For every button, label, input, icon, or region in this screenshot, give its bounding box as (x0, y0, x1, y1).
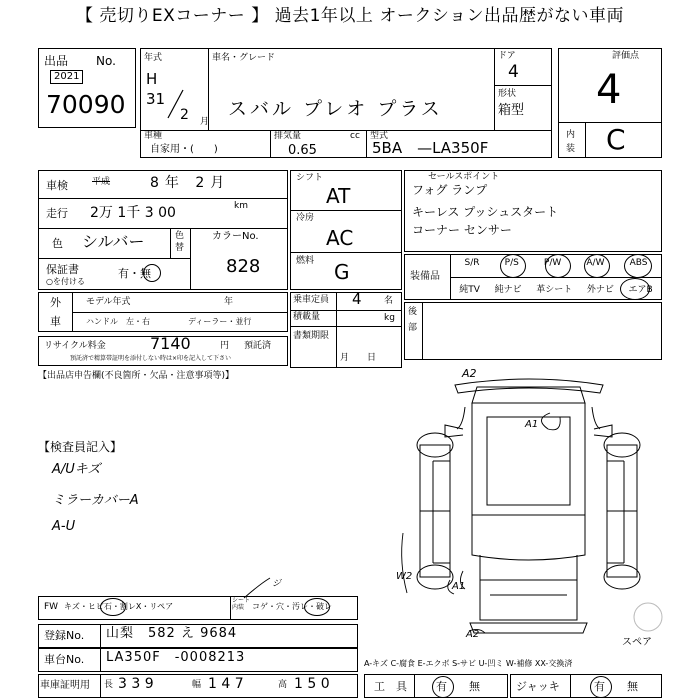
model-year-value: 31 (146, 90, 166, 108)
score-label: 評価点 (612, 51, 640, 61)
lot-no-label: No. (96, 54, 116, 68)
equipment-item: 外ナビ (586, 285, 614, 295)
score-value: 4 (596, 67, 622, 113)
recycle-label: リサイクル料金 (44, 341, 106, 351)
mark-a2-top: A2 (462, 367, 477, 380)
mark-a2-bottom: A2 (466, 629, 480, 640)
tools-circle (432, 676, 454, 698)
doors-label: ドア (498, 51, 516, 61)
shift-value: AT (326, 184, 351, 208)
chassis-value: LA350F -0008213 (106, 650, 246, 665)
chassis-label: 車台No. (44, 653, 85, 666)
displacement-label: 排気量 (274, 131, 302, 141)
mark-w2: W2 (396, 571, 413, 582)
car-diagram (395, 365, 690, 655)
fw-seat-text: コゲ・穴・汚レ・破レ (252, 602, 332, 611)
cert-len-label: 長 (104, 680, 114, 690)
displacement-unit: cc (350, 131, 360, 141)
model-year-label: 年式 (144, 53, 163, 63)
tools-label: 工 具 (374, 680, 407, 693)
equipment-item: A/W (586, 258, 605, 268)
header-title: 【 売切りEXコーナー 】 過去1年以上 オークション出品歴がない車両 (76, 6, 624, 26)
load-label: 積載量 (293, 312, 321, 322)
body-type-value: 箱型 (498, 103, 525, 118)
equipment-item: エアB (628, 285, 653, 295)
equipment-item: 純TV (459, 285, 480, 295)
cert-width-label: 幅 (192, 680, 202, 690)
inspector-line-3: A-U (52, 519, 76, 534)
equip-circle-aw (500, 254, 526, 278)
recycle-note-2: 預託済 (244, 341, 272, 351)
inspection-prefix: 平成 (92, 177, 111, 187)
remarks-label: 後 (408, 307, 418, 317)
inspection-value: 8年 2月 (150, 175, 231, 191)
cert-label: 車庫証明用 (40, 680, 90, 691)
import-dealer: ディーラー・並行 (188, 317, 252, 326)
color-no-label: カラーNo. (212, 231, 259, 242)
equip-circle-pw (584, 254, 610, 278)
declaration-title: 【出品店申告欄(不良箇所・欠品・注意事項等)】 (38, 371, 235, 381)
capacity-unit: 名 (384, 296, 394, 306)
recycle-note: 預託済で精算帯証明を添付しない時は×印を記入して下さい (70, 355, 232, 362)
doc-deadline-label: 書類期限 (293, 331, 330, 341)
sales-point-line-3: コーナー センサー (412, 223, 512, 237)
cert-height: 1 5 0 (294, 676, 330, 692)
color-sub2: 替 (175, 243, 185, 253)
recycle-unit: 円 (220, 341, 230, 351)
cert-height-label: 高 (278, 680, 288, 690)
import-year-unit: 年 (224, 297, 234, 307)
mark-a1-side: A1 (452, 581, 466, 592)
inspector-line-2: ミラーカバーA (52, 493, 139, 508)
usage-value: 自家用・( ) (150, 144, 218, 155)
load-unit: kg (384, 313, 395, 323)
shift-label: シフト (296, 173, 324, 183)
doc-deadline-unit: 月 日 (340, 353, 377, 363)
jack-label: ジャッキ (516, 680, 560, 693)
color-label: 色 (52, 237, 63, 250)
registration-label: 登録No. (44, 629, 85, 642)
ac-label: 冷房 (296, 213, 315, 223)
import-handle: ハンドル 左・右 (86, 317, 150, 326)
sales-points-label: セールスポイント (428, 172, 500, 182)
remarks-label-2: 部 (408, 323, 418, 333)
mark-a1-roof: A1 (525, 419, 539, 430)
mileage-unit: km (234, 201, 248, 211)
color-value: シルバー (82, 232, 145, 251)
lot-year: 2021 (50, 70, 83, 84)
fw-seat-label: シート内装 (232, 597, 251, 611)
mileage-label: 走行 (46, 207, 68, 220)
equip-circle-ps (545, 254, 571, 278)
inspector-line-1: A/Uキズ (52, 462, 101, 477)
equipment-item: P/S (504, 258, 519, 268)
interior-label: 内装 (566, 130, 576, 154)
import-model-label: モデル年式 (86, 297, 131, 307)
equipment-label: 装備品 (410, 271, 440, 282)
color-no-value: 828 (226, 256, 261, 277)
sales-point-line-1: フォグ ランプ (412, 183, 488, 197)
legend-text: A-キズ C-腐食 E-エクボ S-サビ U-凹ミ W-補修 XX-交換済 (364, 659, 573, 668)
fuel-label: 燃料 (296, 256, 315, 266)
equip-circle-abs (624, 254, 652, 278)
doors-value: 4 (508, 62, 519, 82)
capacity-value: 4 (352, 290, 362, 308)
equipment-item: ABS (629, 258, 648, 268)
color-sub1: 色 (175, 231, 185, 241)
capacity-label: 乗車定員 (293, 295, 330, 305)
registration-value: 山梨 582 え 9684 (106, 626, 238, 641)
model-year-era: H (146, 70, 158, 88)
model-code-value: 5BA —LA350F (372, 139, 489, 157)
ac-value: AC (326, 226, 354, 250)
fw-circle-chip (100, 598, 126, 616)
svg-text:ジ: ジ (272, 579, 282, 589)
fw-label: FW (44, 602, 59, 612)
import-label-b: 車 (50, 315, 61, 328)
import-label-a: 外 (50, 296, 61, 309)
lot-label: 出品 (44, 54, 69, 68)
warranty-options: 有・無 (118, 267, 151, 280)
equipment-item: S/R (464, 258, 480, 268)
fuel-value: G (334, 260, 350, 284)
recycle-value: 7140 (150, 334, 191, 353)
tools-options: 有 無 (436, 680, 480, 693)
equipment-item: 革シート (536, 285, 573, 295)
remarks-box (404, 302, 662, 360)
spare-label: スペア (622, 637, 652, 648)
inspector-title: 【検査員記入】 (38, 440, 123, 454)
lot-number: 70090 (46, 90, 126, 119)
equip-circle-airbag (620, 278, 653, 300)
model-year-month: 2 (180, 107, 189, 123)
warranty-label: 保証書 (46, 263, 79, 276)
sales-point-line-2: キーレス プッシュスタート (412, 205, 559, 219)
cert-width: 1 4 7 (208, 676, 244, 692)
cert-len: 3 3 9 (118, 676, 154, 692)
jack-circle (590, 676, 612, 698)
inspection-label: 車検 (46, 179, 68, 192)
equipment-item: P/W (543, 258, 562, 268)
warranty-circle (143, 264, 161, 282)
name-label: 車名・グレード (212, 53, 276, 63)
interior-value: C (606, 123, 626, 156)
fw-circle-stain (304, 598, 330, 616)
body-type-label: 形状 (498, 89, 517, 99)
equipment-item: 純ナビ (494, 285, 522, 295)
mileage-value: 2万 1千 3 00 (90, 205, 176, 221)
jack-options: 有 無 (594, 680, 638, 693)
name-value: スバル プレオ プラス (228, 98, 443, 120)
warranty-note: ○を付ける (46, 277, 85, 286)
displacement-value: 0.65 (288, 143, 317, 158)
fw-text: キズ・ヒビ石・割レX・リペア (64, 602, 174, 611)
model-code-label: 型式 (370, 131, 389, 141)
usage-label: 車種 (144, 131, 163, 141)
model-year-month-unit: 月 (200, 117, 210, 127)
